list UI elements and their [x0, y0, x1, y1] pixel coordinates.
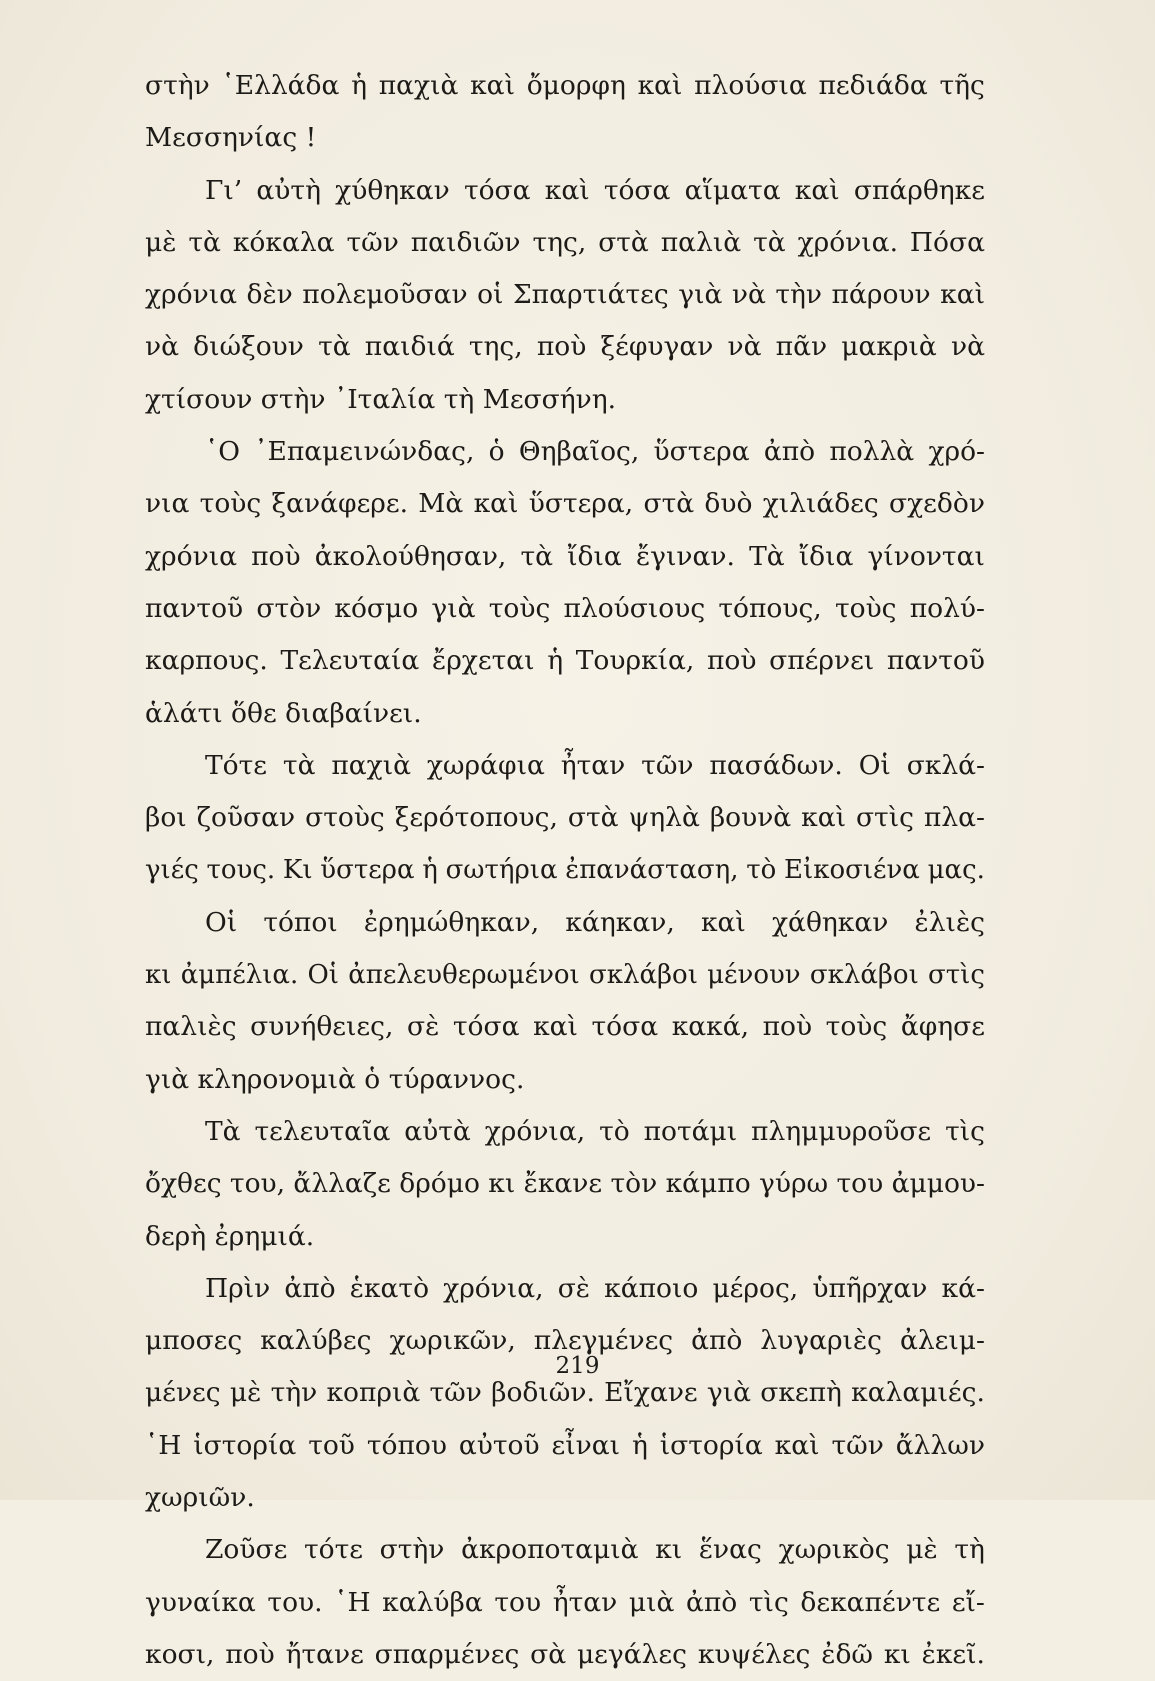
text-line: μποσες καλύβες χωρικῶν, πλεγμένες ἀπὸ λυγαριὲς ἀλειμ- [145, 1325, 985, 1357]
text-line: Πρὶν ἀπὸ ἑκατὸ χρόνια, σὲ κάποιο μέρος, ὑπῆρχαν κά- [205, 1272, 985, 1304]
text-line: χρόνια δὲν πολεμοῦσαν οἱ Σπαρτιάτες γιὰ νὰ τὴν πάρουν καὶ [145, 279, 985, 311]
text-line: γιές τους. Κι ὕστερα ἡ σωτήρια ἐπανάσταση, τὸ Εἰκοσιένα μας. [145, 855, 985, 886]
text-line: Τότε τὰ παχιὰ χωράφια ἦταν τῶν πασάδων. Οἱ σκλά- [205, 749, 985, 781]
text-line: μένες μὲ τὴν κοπριὰ τῶν βοδιῶν. Εἴχανε γιὰ σκεπὴ καλαμιές. [145, 1377, 985, 1409]
text-line: δερὴ ἐρημιά. [145, 1220, 315, 1252]
body-text [145, 60, 985, 1681]
page-number: 219 [555, 1353, 600, 1379]
text-line: βοι ζοῦσαν στοὺς ξερότοπους, στὰ ψηλὰ βουνὰ καὶ στὶς πλα- [145, 802, 985, 834]
text-line: νια τοὺς ξανάφερε. Μὰ καὶ ὕστερα, στὰ δυὸ χιλιάδες σχεδὸν [145, 488, 985, 520]
text-line: ὄχθες του, ἄλλαζε δρόμο κι ἔκανε τὸν κάμπο γύρω του ἀμμου- [145, 1168, 985, 1200]
text-line: χωριῶν. [145, 1482, 255, 1514]
text-line: Τὰ τελευταῖα αὐτὰ χρόνια, τὸ ποτάμι πλημμυροῦσε τὶς [205, 1115, 985, 1147]
text-line: Ζοῦσε τότε στὴν ἀκροποταμιὰ κι ἕνας χωρικὸς μὲ τὴ [205, 1534, 985, 1566]
text-line: ῾Η ἱστορία τοῦ τόπου αὐτοῦ εἶναι ἡ ἱστορία καὶ τῶν ἄλλων [145, 1429, 985, 1461]
text-line: χτίσουν στὴν ᾿Ιταλία τὴ Μεσσήνη. [145, 383, 617, 415]
text-line: κοσι, ποὺ ἤτανε σπαρμένες σὰ μεγάλες κυψέλες ἐδῶ κι ἐκεῖ. [145, 1638, 985, 1670]
text-line: κι ἀμπέλια. Οἱ ἀπελευθερωμένοι σκλάβοι μένουν σκλάβοι στὶς [145, 960, 985, 991]
text-line: νὰ διώξουν τὰ παιδιά της, ποὺ ξέφυγαν νὰ πᾶν μακριὰ νὰ [145, 331, 985, 363]
text-line: παντοῦ στὸν κόσμο γιὰ τοὺς πλούσιους τόπους, τοὺς πολύ- [145, 592, 985, 624]
text-line: μὲ τὰ κόκαλα τῶν παιδιῶν της, στὰ παλιὰ τὰ χρόνια. Πόσα [145, 226, 985, 258]
text-line: ῾Ο ᾿Επαμεινώνδας, ὁ Θηβαῖος, ὕστερα ἀπὸ πολλὰ χρό- [205, 436, 985, 468]
text-line: χρόνια ποὺ ἀκολούθησαν, τὰ ἴδια ἔγιναν. Τὰ ἴδια γίνονται [145, 540, 985, 572]
text-line: καρπους. Τελευταία ἔρχεται ἡ Τουρκία, ποὺ σπέρνει παντοῦ [145, 645, 985, 677]
text-line: παλιὲς συνήθειες, σὲ τόσα καὶ τόσα κακά, ποὺ τοὺς ἄφησε [145, 1011, 985, 1043]
text-line: Οἱ τόποι ἐρημώθηκαν, κάηκαν, καὶ χάθηκαν ἐλιὲς [205, 906, 985, 938]
text-line: ἁλάτι ὅθε διαβαίνει. [145, 697, 422, 729]
text-line: στὴν ῾Ελλάδα ἡ παχιὰ καὶ ὄμορφη καὶ πλούσια πεδιάδα τῆς [145, 70, 985, 101]
text-line: Μεσσηνίας ! [145, 122, 317, 154]
text-line: Γι’ αὐτὴ χύθηκαν τόσα καὶ τόσα αἵματα καὶ σπάρθηκε [205, 174, 985, 206]
text-line: γιὰ κληρονομιὰ ὁ τύραννος. [145, 1063, 525, 1095]
text-line: γυναίκα του. ῾Η καλύβα του ἦταν μιὰ ἀπὸ τὶς δεκαπέντε εἴ- [145, 1586, 985, 1618]
